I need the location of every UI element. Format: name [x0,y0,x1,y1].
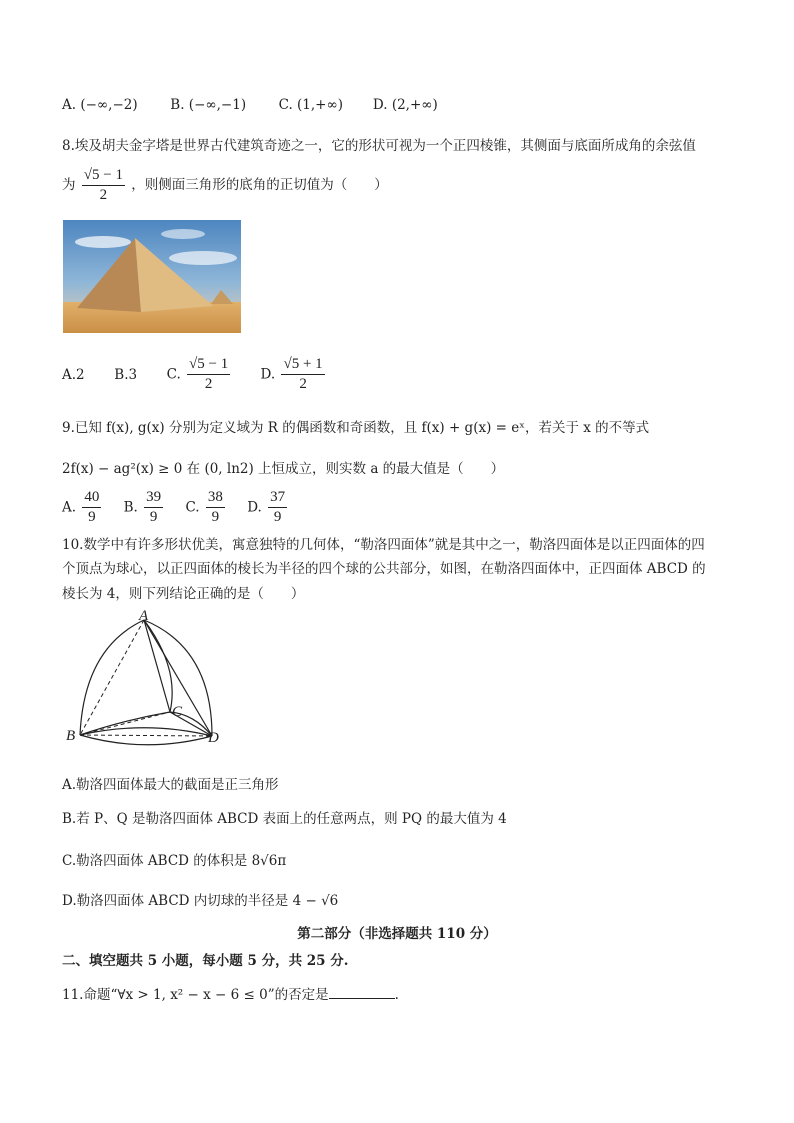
edge-a-c [144,620,170,712]
q9-option-d-num: 37 [268,488,287,508]
q8-option-d-label: D. [260,366,276,383]
q9-option-a-den: 9 [88,509,96,525]
q8-option-b: B.3 [114,366,138,383]
q9-option-b-den: 9 [149,509,158,525]
cloud [169,251,237,265]
q8-option-c-num: √5 − 1 [187,355,230,375]
q8-frac-den: 2 [99,187,108,203]
q8-option-a: A.2 [62,366,85,383]
arc-b-d-lower [80,735,212,745]
q8-option-d-num: √5 + 1 [281,355,324,375]
q8-option-c-fraction [187,355,230,394]
q9-stem-line2: 2f(x) − ag²(x) ≥ 0 在 (0, ln2) 上恒成立，则实数 a 的最大值是（ ） [62,461,505,477]
q10-stem-line2: 个顶点为球心，以正四面体的棱长为半径的四个球的公共部分，如图，在勒洛四面体中，正四面体 ABCD 的 [62,561,706,577]
q10-option-d: D.勒洛四面体 ABCD 内切球的半径是 4 − √6 [62,893,339,909]
q9-option-b-fraction [144,488,163,527]
label-a: A [139,608,149,624]
q9-option-b-label: B. [123,499,138,516]
q8-stem-line1: 8.埃及胡夫金字塔是世界古代建筑奇迹之一，它的形状可视为一个正四棱锥，其侧面与底面所成角的余弦值 [62,138,696,154]
q8-option-d-fraction [281,355,324,394]
q10-option-c: C.勒洛四面体 ABCD 的体积是 8√6π [62,853,287,869]
q10-stem-line3: 棱长为 4，则下列结论正确的是（ ） [62,586,305,602]
q10-option-b: B.若 P、Q 是勒洛四面体 ABCD 表面上的任意两点，则 PQ 的最大值为 4 [62,811,507,827]
q8-frac-num: √5 − 1 [82,166,125,186]
label-c: C [172,704,183,720]
edge-a-b-hidden [80,620,144,735]
q8-options [62,355,327,394]
q7-option-b: B. (−∞,−1) [170,97,247,113]
q9-option-d-fraction [268,488,287,527]
part-two-title: 第二部分（非选择题共 110 分） [297,926,497,942]
q7-options [62,97,438,113]
q9-option-c-den: 9 [211,509,220,525]
q8-prefix: 为 [62,177,76,193]
q8-suffix: ，则侧面三角形的底角的正切值为（ ） [131,177,388,193]
q9-option-d-den: 9 [273,509,282,525]
pyramid-photo [63,220,241,333]
q7-option-d: D. (2,+∞) [372,97,438,113]
q8-option-d-den: 2 [299,376,307,392]
q7-option-a: A. (−∞,−2) [62,97,138,113]
q9-option-c-label: C. [185,499,200,516]
q7-option-c: C. (1,+∞) [278,97,343,113]
q9-option-a-label: A. [62,499,77,516]
q11-prefix: 11.命题“∀x > 1, x² − x − 6 ≤ 0”的否定是 [62,987,329,1003]
cloud [161,229,205,239]
q8-option-c-den: 2 [204,376,213,392]
q9-option-c-num: 38 [206,488,225,508]
q10-option-a: A.勒洛四面体最大的截面是正三角形 [62,777,279,793]
q10-stem-line1: 10.数学中有许多形状优美，寓意独特的几何体，“勒洛四面体”就是其中之一，勒洛四面体是以正四面体的四 [62,537,705,553]
q9-option-a-fraction [82,488,101,527]
q9-option-a-num: 40 [82,488,101,508]
q9-option-d-label: D. [247,499,262,516]
q9-option-c-fraction [206,488,225,527]
q8-option-c-label: C. [166,366,181,383]
q11-stem [62,983,399,1003]
label-d: D [208,730,219,746]
q8-stem-line2 [62,166,388,205]
q9-option-b-num: 39 [144,488,163,508]
q9-options [62,488,289,527]
edge-b-d-hidden [80,735,212,736]
q11-suffix: . [394,987,399,1003]
label-b: B [66,728,76,744]
q8-cos-fraction [82,166,125,205]
edge-b-c-hidden [80,712,170,735]
cloud [75,236,131,248]
q11-answer-blank[interactable] [329,986,395,999]
q9-stem-line1: 9.已知 f(x), g(x) 分别为定义域为 R 的偶函数和奇函数，且 f(x) + g(x) = eˣ，若关于 x 的不等式 [62,420,650,436]
reuleaux-tetrahedron-figure [62,608,232,748]
fill-in-section-heading: 二、填空题共 5 小题，每小题 5 分，共 25 分. [62,953,349,969]
